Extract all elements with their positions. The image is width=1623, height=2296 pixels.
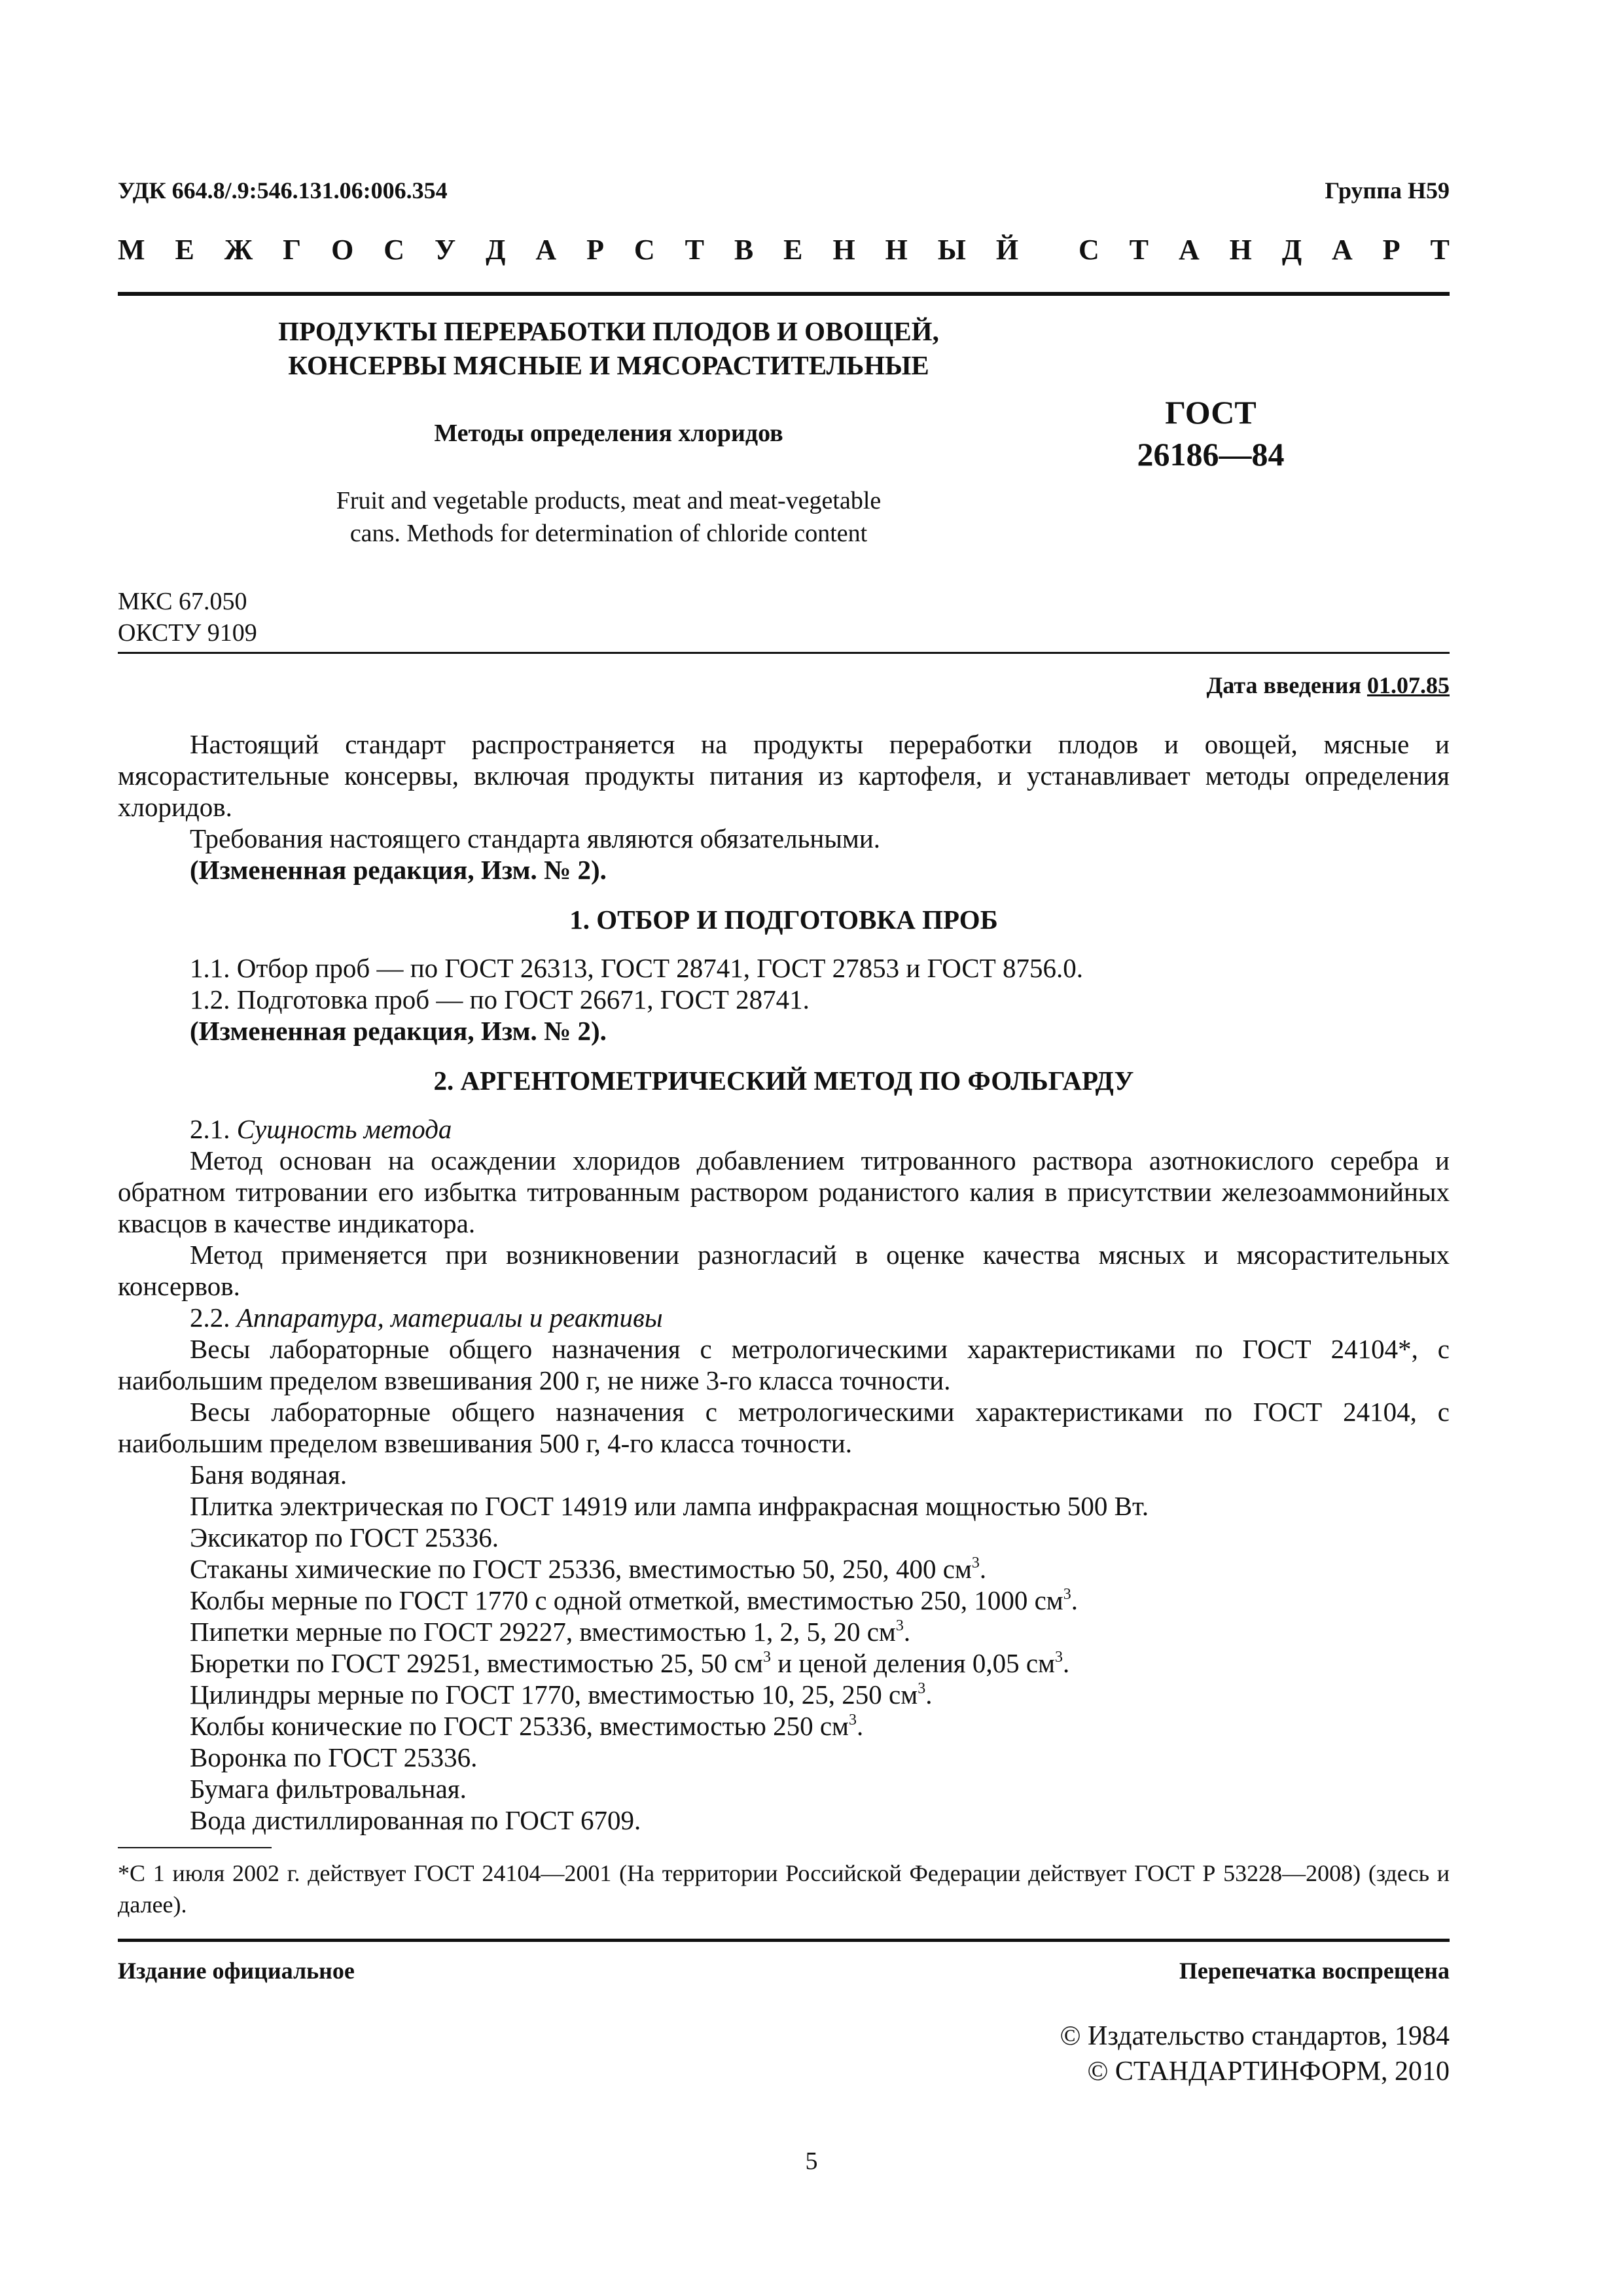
bath-item: Баня водяная.: [190, 1460, 348, 1490]
item-text: Цилиндры мерные по ГОСТ 1770, вместимостью 10, 25, 250 см: [190, 1679, 918, 1710]
heading-letter: О: [331, 234, 354, 266]
gost-designation: [1073, 391, 1348, 475]
okstu-code: ОКСТУ 9109: [118, 619, 257, 647]
heading-letter: Н: [885, 234, 908, 266]
heading-letter: Е: [783, 234, 803, 266]
heading-letter: С: [383, 234, 405, 266]
application-paragraph: Метод применяется при возникновении разногласий в оценке качества мясных и мясорастительных консервов.: [118, 1240, 1450, 1301]
copyright-line-1: © Издательство стандартов, 1984: [1060, 2021, 1450, 2051]
clause-number: 2.2.: [190, 1302, 237, 1333]
date-label: Дата введения: [1206, 672, 1367, 698]
heading-letter: А: [535, 234, 557, 266]
heading-letter: Т: [1129, 234, 1149, 266]
conical-flasks-item: [118, 1710, 1450, 1742]
title-line-2: КОНСЕРВЫ МЯСНЫЕ И МЯСОРАСТИТЕЛЬНЫЕ: [288, 350, 929, 380]
cylinders-item: [118, 1679, 1450, 1710]
beakers-item: [118, 1553, 1450, 1585]
heading-letter: С: [1078, 234, 1099, 266]
pipettes-item: [118, 1616, 1450, 1647]
english-title: [183, 484, 1034, 550]
heading-letter: Т: [1430, 234, 1450, 266]
superscript: 3: [895, 1617, 904, 1634]
principle-paragraph: Метод основан на осаждении хлоридов добавлением титрованного раствора азотнокислого серебра и обратном титровании его избытка титрованным раствором роданистого калия в присутствии железоаммонийных квасцов в качестве индикатора.: [118, 1145, 1450, 1238]
clause-1-1: 1.1. Отбор проб — по ГОСТ 26313, ГОСТ 28741, ГОСТ 27853 и ГОСТ 8756.0.: [190, 953, 1084, 983]
date-value: 01.07.85: [1367, 672, 1450, 698]
heading-letter: Д: [486, 234, 506, 266]
heading-letter: М: [118, 234, 145, 266]
heading-letter: Д: [1281, 234, 1302, 266]
document-body: [118, 728, 1450, 1836]
intro-paragraph: Настоящий стандарт распространяется на продукты переработки плодов и овощей, мясные и мясорастительные консервы, включая продукты питания из картофеля, и устанавливает методы определения хлоридов.: [118, 729, 1450, 822]
item-text: Колбы мерные по ГОСТ 1770 с одной отметкой, вместимостью 250, 1000 см: [190, 1585, 1063, 1615]
footnote-rule: [118, 1847, 272, 1848]
clause-title: Сущность метода: [236, 1114, 452, 1144]
heading-letter: У: [434, 234, 456, 266]
item-text: и ценой деления 0,05 см: [770, 1648, 1056, 1678]
heading-letter: В: [734, 234, 754, 266]
burettes-item: [118, 1647, 1450, 1679]
heading-letter: Т: [685, 234, 704, 266]
desiccator-item: Эксикатор по ГОСТ 25336.: [190, 1522, 499, 1552]
superscript: 3: [762, 1649, 771, 1666]
gost-number: 26186—84: [1137, 436, 1285, 473]
clause-number: 2.1.: [190, 1114, 237, 1144]
group-code: Группа Н59: [1325, 177, 1450, 204]
mks-code: МКС 67.050: [118, 588, 247, 615]
heading-letter: Н: [1229, 234, 1252, 266]
item-period: .: [857, 1711, 864, 1741]
heading-letter: Ж: [224, 234, 253, 266]
item-period: .: [925, 1679, 933, 1710]
gost-label: ГОСТ: [1165, 394, 1257, 431]
clause-2-1: [118, 1113, 1450, 1145]
funnel-item: Воронка по ГОСТ 25336.: [190, 1742, 478, 1772]
hotplate-item: Плитка электрическая по ГОСТ 14919 или лампа инфракрасная мощностью 500 Вт.: [190, 1491, 1149, 1521]
item-period: .: [1063, 1648, 1070, 1678]
english-title-line-1: Fruit and vegetable products, meat and meat-vegetable: [336, 487, 882, 514]
mandatory-paragraph: Требования настоящего стандарта являются обязательными.: [190, 823, 881, 853]
filter-paper-item: Бумага фильтровальная.: [190, 1774, 467, 1804]
methods-subtitle: Методы определения хлоридов: [434, 420, 783, 447]
volumetric-flasks-item: [118, 1585, 1450, 1616]
superscript: 3: [1055, 1649, 1063, 1666]
footer-rule: [118, 1939, 1450, 1942]
document-title: [183, 314, 1034, 382]
superscript: 3: [1063, 1586, 1071, 1603]
heading-letter: Й: [995, 234, 1019, 266]
superscript: 3: [849, 1712, 857, 1729]
top-rule: [118, 292, 1450, 296]
item-text: Стаканы химические по ГОСТ 25336, вместимостью 50, 250, 400 см: [190, 1554, 972, 1584]
item-text: Колбы конические по ГОСТ 25336, вместимостью 250 см: [190, 1711, 849, 1741]
clause-2-2: [118, 1302, 1450, 1333]
copyright-block: [1060, 2018, 1450, 2089]
superscript: 3: [918, 1680, 926, 1697]
item-text: Бюретки по ГОСТ 29251, вместимостью 25, 50 см: [190, 1648, 763, 1678]
amendment-note: (Измененная редакция, Изм. № 2).: [190, 855, 607, 885]
amendment-note: (Измененная редакция, Изм. № 2).: [190, 1016, 607, 1046]
clause-title: Аппаратура, материалы и реактивы: [236, 1302, 663, 1333]
official-edition-label: Издание официальное: [118, 1958, 355, 1984]
heading-letter: Н: [832, 234, 855, 266]
english-title-line-2: cans. Methods for determination of chloride content: [349, 520, 868, 547]
heading-letter: Р: [1382, 234, 1400, 266]
interstate-standard-heading: [118, 233, 1450, 266]
heading-letter: Г: [283, 234, 302, 266]
heading-letter: А: [1178, 234, 1200, 266]
heading-letter: Р: [586, 234, 604, 266]
item-text: Пипетки мерные по ГОСТ 29227, вместимостью 1, 2, 5, 20 см: [190, 1617, 896, 1647]
page-number: 5: [805, 2147, 818, 2175]
copyright-line-2: © СТАНДАРТИНФОРМ, 2010: [1087, 2056, 1450, 2087]
scales-item-2: Весы лабораторные общего назначения с метрологическими характеристиками по ГОСТ 24104, с наибольшим пределом взвешивания 500 г, 4-го класса точности.: [118, 1397, 1450, 1458]
udk-code: УДК 664.8/.9:546.131.06:006.354: [118, 177, 448, 204]
heading-letter: Е: [175, 234, 194, 266]
section-2-heading: 2. АРГЕНТОМЕТРИЧЕСКИЙ МЕТОД ПО ФОЛЬГАРДУ: [433, 1066, 1134, 1096]
section-1-heading: 1. ОТБОР И ПОДГОТОВКА ПРОБ: [569, 905, 998, 935]
heading-letter: Ы: [937, 234, 966, 266]
reprint-prohibited-label: Перепечатка воспрещена: [1179, 1958, 1450, 1984]
distilled-water-item: Вода дистиллированная по ГОСТ 6709.: [190, 1805, 641, 1835]
item-period: .: [979, 1554, 987, 1584]
superscript: 3: [971, 1554, 980, 1571]
item-period: .: [1071, 1585, 1078, 1615]
item-period: .: [903, 1617, 911, 1647]
title-line-1: ПРОДУКТЫ ПЕРЕРАБОТКИ ПЛОДОВ И ОВОЩЕЙ,: [278, 316, 939, 346]
header-bottom-rule: [118, 652, 1450, 654]
classification-codes: [118, 586, 257, 649]
heading-letter: А: [1332, 234, 1353, 266]
heading-letter: С: [633, 234, 655, 266]
scales-item-1: Весы лабораторные общего назначения с метрологическими характеристиками по ГОСТ 24104*, с наибольшим пределом взвешивания 200 г, не ниже 3-го класса точности.: [118, 1334, 1450, 1395]
introduction-date: [1207, 672, 1450, 699]
footnote: *С 1 июля 2002 г. действует ГОСТ 24104—2001 (На территории Российской Федерации действует ГОСТ Р 53228—2008) (здесь и далее).: [118, 1860, 1450, 1918]
clause-1-2: 1.2. Подготовка проб — по ГОСТ 26671, ГОСТ 28741.: [190, 984, 810, 1014]
